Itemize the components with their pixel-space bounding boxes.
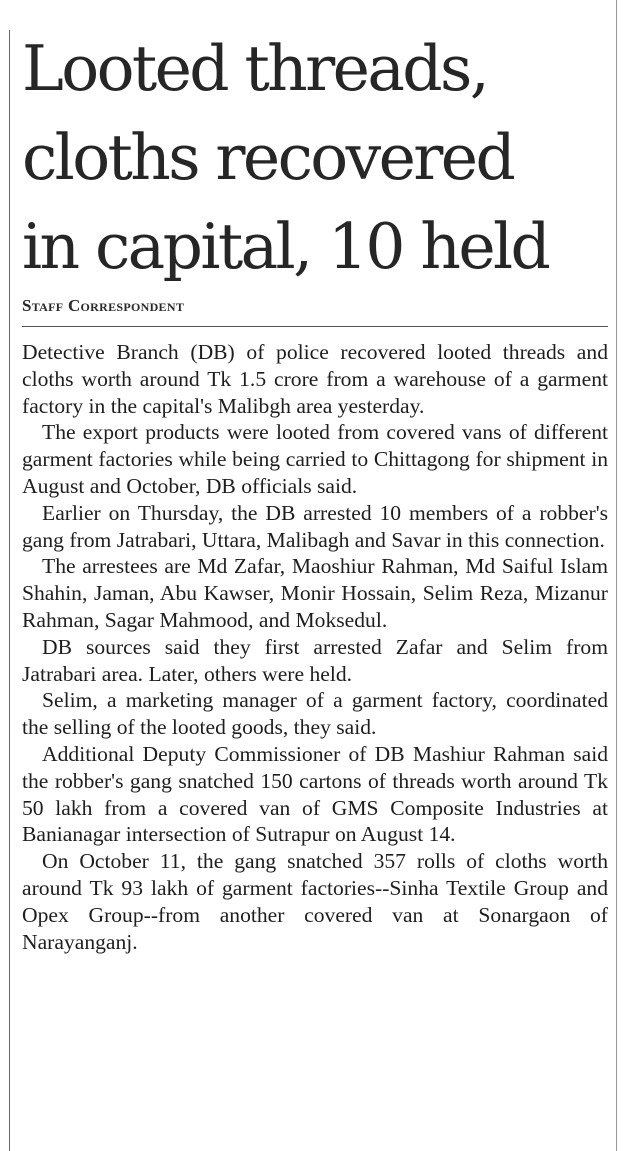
paragraph: Earlier on Thursday, the DB arrested 10 members of a robber's gang from Jatrabari, Uttara, Malibagh and Savar in this connection. [22,500,608,552]
byline-divider [22,326,608,327]
byline: Staff Correspondent [22,296,185,315]
paragraph: Additional Deputy Commissioner of DB Mashiur Rahman said the robber's gang snatched 150 cartons of threads worth around Tk 50 lakh from a covered van of GMS Composite Industries at Banianagar intersection of Sutrapur on August 14. [22,741,608,847]
paragraph: DB sources said they first arrested Zafar and Selim from Jatrabari area. Later, others were held. [22,634,608,686]
paragraph: Selim, a marketing manager of a garment factory, coordinated the selling of the looted goods, they said. [22,688,608,740]
column-rule-right [616,0,617,1151]
column-rule-left [9,30,10,1151]
headline [22,24,612,291]
paragraph: The export products were looted from covered vans of different garment factories while being carried to Chittagong for shipment in August and October, DB officials said. [22,420,608,498]
paragraph: On October 11, the gang snatched 357 rolls of cloths worth around Tk 93 lakh of garment factories--Sinha Textile Group and Opex Group--from another covered van at Sonargaon of Narayanganj. [22,849,608,954]
paragraph: Detective Branch (DB) of police recovered looted threads and cloths worth around Tk 1.5 crore from a warehouse of a garment factory in the capital's Malibgh area yesterday. [22,340,608,418]
headline-line: in capital, 10 held [22,210,549,283]
headline-line: Looted threads, [22,32,488,105]
article-body [22,339,608,955]
headline-line: cloths recovered [22,121,514,194]
paragraph: The arrestees are Md Zafar, Maoshiur Rahman, Md Saiful Islam Shahin, Jaman, Abu Kawser, Monir Hossain, Selim Reza, Mizanur Rahman, Sagar Mahmood, and Moksedul. [22,554,608,632]
